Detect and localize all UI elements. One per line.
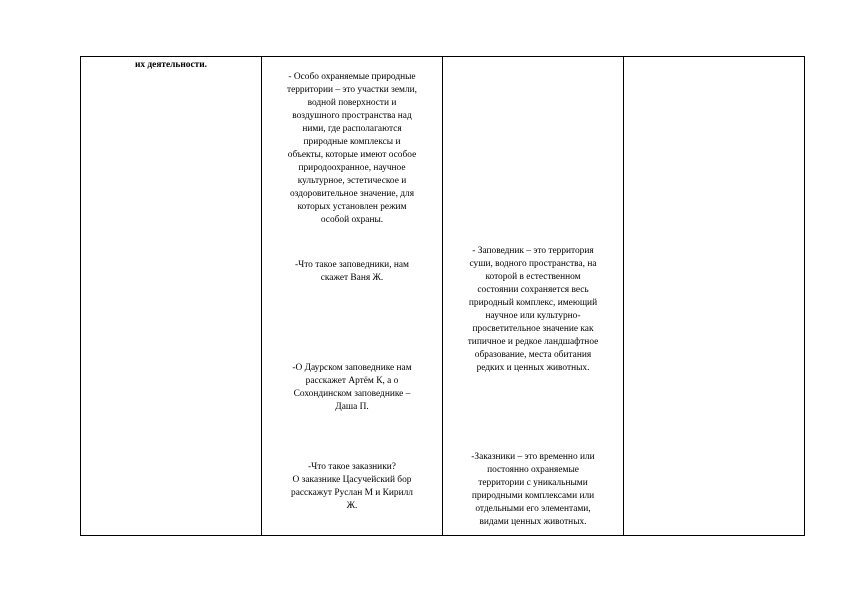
table-cell-empty	[624, 57, 805, 536]
table-cell-activity	[81, 57, 262, 536]
question-reserves: -Что такое заповедники, нам скажет Ваня Ж.	[294, 260, 409, 283]
table-cell-students	[443, 57, 624, 536]
lesson-table	[80, 56, 805, 536]
table-cell-teacher	[262, 57, 443, 536]
zakaznik-definition: -Заказники – это временно или постоянно охраняемые территории с уникальными природными комплексами или отдельными его элементами, видами ценных животных.	[471, 452, 595, 527]
table-row	[81, 57, 805, 536]
zapovednik-definition: - Заповедник – это территория суши, водного пространства, на которой в естественном состоянии сохраняется весь природный комплекс, имеющий научное или культурно- просветительное значение как типичное и редкое ландшафтное образование, места обитания редких и ценных животных.	[467, 246, 599, 373]
daursky-reserve-note: -О Даурском заповеднике нам расскажет Артём К, а о Сохондинском заповеднике – Даша П.	[292, 363, 412, 412]
protected-areas-definition: - Особо охраняемые природные территории – это участки земли, водной поверхности и воздушного пространства над ними, где располагаются природные комплексы и объекты, которые имеют особое природоохранное, научное культурное, эстетическое и оздоровительное значение, для которых установлен режим особой охраны.	[286, 72, 417, 225]
question-zakazniki: -Что такое заказники? О заказнике Цасучейский бор расскажут Руслан М и Кирилл Ж.	[291, 462, 413, 511]
activity-text: их деятельности.	[135, 60, 207, 70]
